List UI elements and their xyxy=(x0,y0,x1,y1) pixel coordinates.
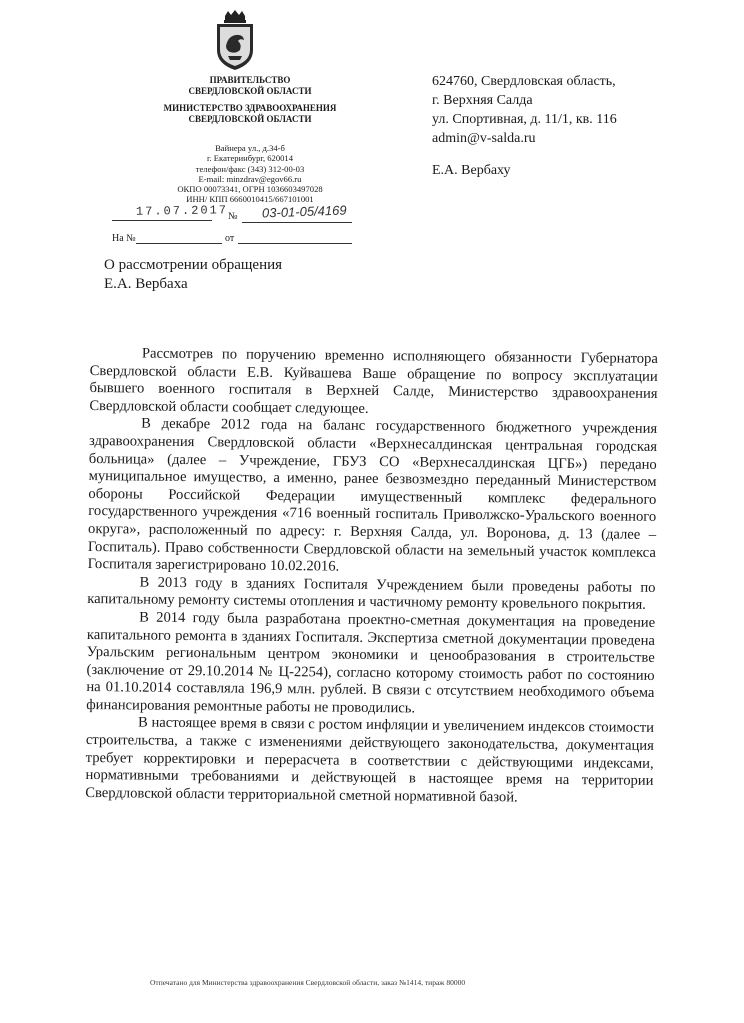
body-paragraph: В декабре 2012 года на баланс государственного бюджетного учреждения здравоохранения Свердловской области «Верхнесалдинская центральная городская больница» (далее – Учреждение, ГБУЗ СО «Верхнесалдинская ЦГБ») передано муниципальное имущество, а именно, ранее безвозмездно переданный Министерством обороны Российской Федерации имущественный комплекс федерального государственного учреждения «716 военный госпиталь Приволжско-Уральского военного округа», расположенный по адресу: г. Верхняя Салда, ул. Воронова, д. 13 (далее – Госпиталь). Право собственности Свердловской области на земельный участок комплекса Госпиталя зарегистрировано 10.02.2016. xyxy=(87,415,658,575)
number-underline xyxy=(242,222,352,223)
reference-from-underline xyxy=(238,243,352,244)
subject-line-2: Е.А. Вербаха xyxy=(104,276,188,292)
government-line-1: ПРАВИТЕЛЬСТВО xyxy=(209,75,291,85)
letter-body xyxy=(85,345,658,808)
ministry-line-2: СВЕРДЛОВСКОЙ ОБЛАСТИ xyxy=(188,114,312,124)
ministry-phone: телефон/факс (343) 312-00-03 xyxy=(195,163,305,174)
ministry-contact-details xyxy=(150,143,350,205)
government-name xyxy=(150,75,350,97)
address-email: admin@v-salda.ru xyxy=(432,131,536,146)
ministry-okpo: ОКПО 00073341, ОГРН 1036603497028 xyxy=(177,184,323,195)
ministry-street: Вайнера ул., д.34-б xyxy=(215,143,285,153)
body-paragraph: Рассмотрев по поручению временно исполняющего обязанности Губернатора Свердловской области Е.В. Куйвашева Ваше обращение по вопросу эксплуатации бывшего военного госпиталя в Верхней Салде, Министерство здравоохранения Свердловской области сообщает следующее. xyxy=(89,345,658,417)
ministry-city: г. Екатеринбург, 620014 xyxy=(206,153,294,164)
body-paragraph: В настоящее время в связи с ростом инфляции и увеличением индексов стоимости строительства, а также с изменениями действующего законодательства, документация требует корректировки и перерасчета в соответствии с действующими индексами, нормативными требованиями и действующей в настоящее время на территории Свердловской области территориальной сметной нормативной базой. xyxy=(85,714,655,806)
address-line-2: г. Верхняя Салда xyxy=(432,93,533,108)
ministry-inn: ИНН/ КПП 6660010415/667101001 xyxy=(186,194,314,205)
ministry-name xyxy=(150,103,350,125)
letter-date: 17.07.2017 xyxy=(135,203,229,219)
government-line-2: СВЕРДЛОВСКОЙ ОБЛАСТИ xyxy=(188,86,312,96)
date-underline xyxy=(112,220,212,221)
subject-line-1: О рассмотрении обращения xyxy=(104,257,283,273)
recipient-address xyxy=(432,72,617,148)
address-line-1: 624760, Свердловская область, xyxy=(432,74,616,89)
ministry-email: E-mail: minzdrav@egov66.ru xyxy=(198,173,302,184)
sverdlovsk-coat-of-arms-icon xyxy=(214,10,256,72)
body-paragraph: В 2013 году в зданиях Госпиталя Учреждением были проведены работы по капитальному ремонту системы отопления и частичному ремонту кровельного покрытия. xyxy=(87,574,656,614)
ministry-line-1: МИНИСТЕРСТВО ЗДРАВООХРАНЕНИЯ xyxy=(163,103,337,113)
recipient-name: Е.А. Вербаху xyxy=(432,163,511,178)
body-paragraph: В 2014 году была разработана проектно-сметная документация на проведение капитального ремонта в зданиях Госпиталя. Экспертиза сметной документации проведена Уральским региональным центром экономики и ценообразования в строительстве (заключение от 29.10.2014 № Ц-2254), согласно которому стоимость работ по состоянию на 01.10.2014 составляла 196,9 млн. рублей. В связи с отсутствием необходимого объема финансирования ремонтные работы не проводились. xyxy=(86,609,656,717)
print-footer: Отпечатано для Министерства здравоохранения Свердловской области, заказ №1414, тираж 80000 xyxy=(150,978,466,987)
address-line-3: ул. Спортивная, д. 11/1, кв. 116 xyxy=(432,112,617,127)
reference-underline xyxy=(136,243,222,244)
number-label: № xyxy=(228,211,238,222)
reference-from-label: от xyxy=(225,233,235,244)
reference-label: На № xyxy=(112,233,136,244)
letter-subject xyxy=(104,256,282,294)
letter-number: 03-01-05/4169 xyxy=(261,202,347,221)
